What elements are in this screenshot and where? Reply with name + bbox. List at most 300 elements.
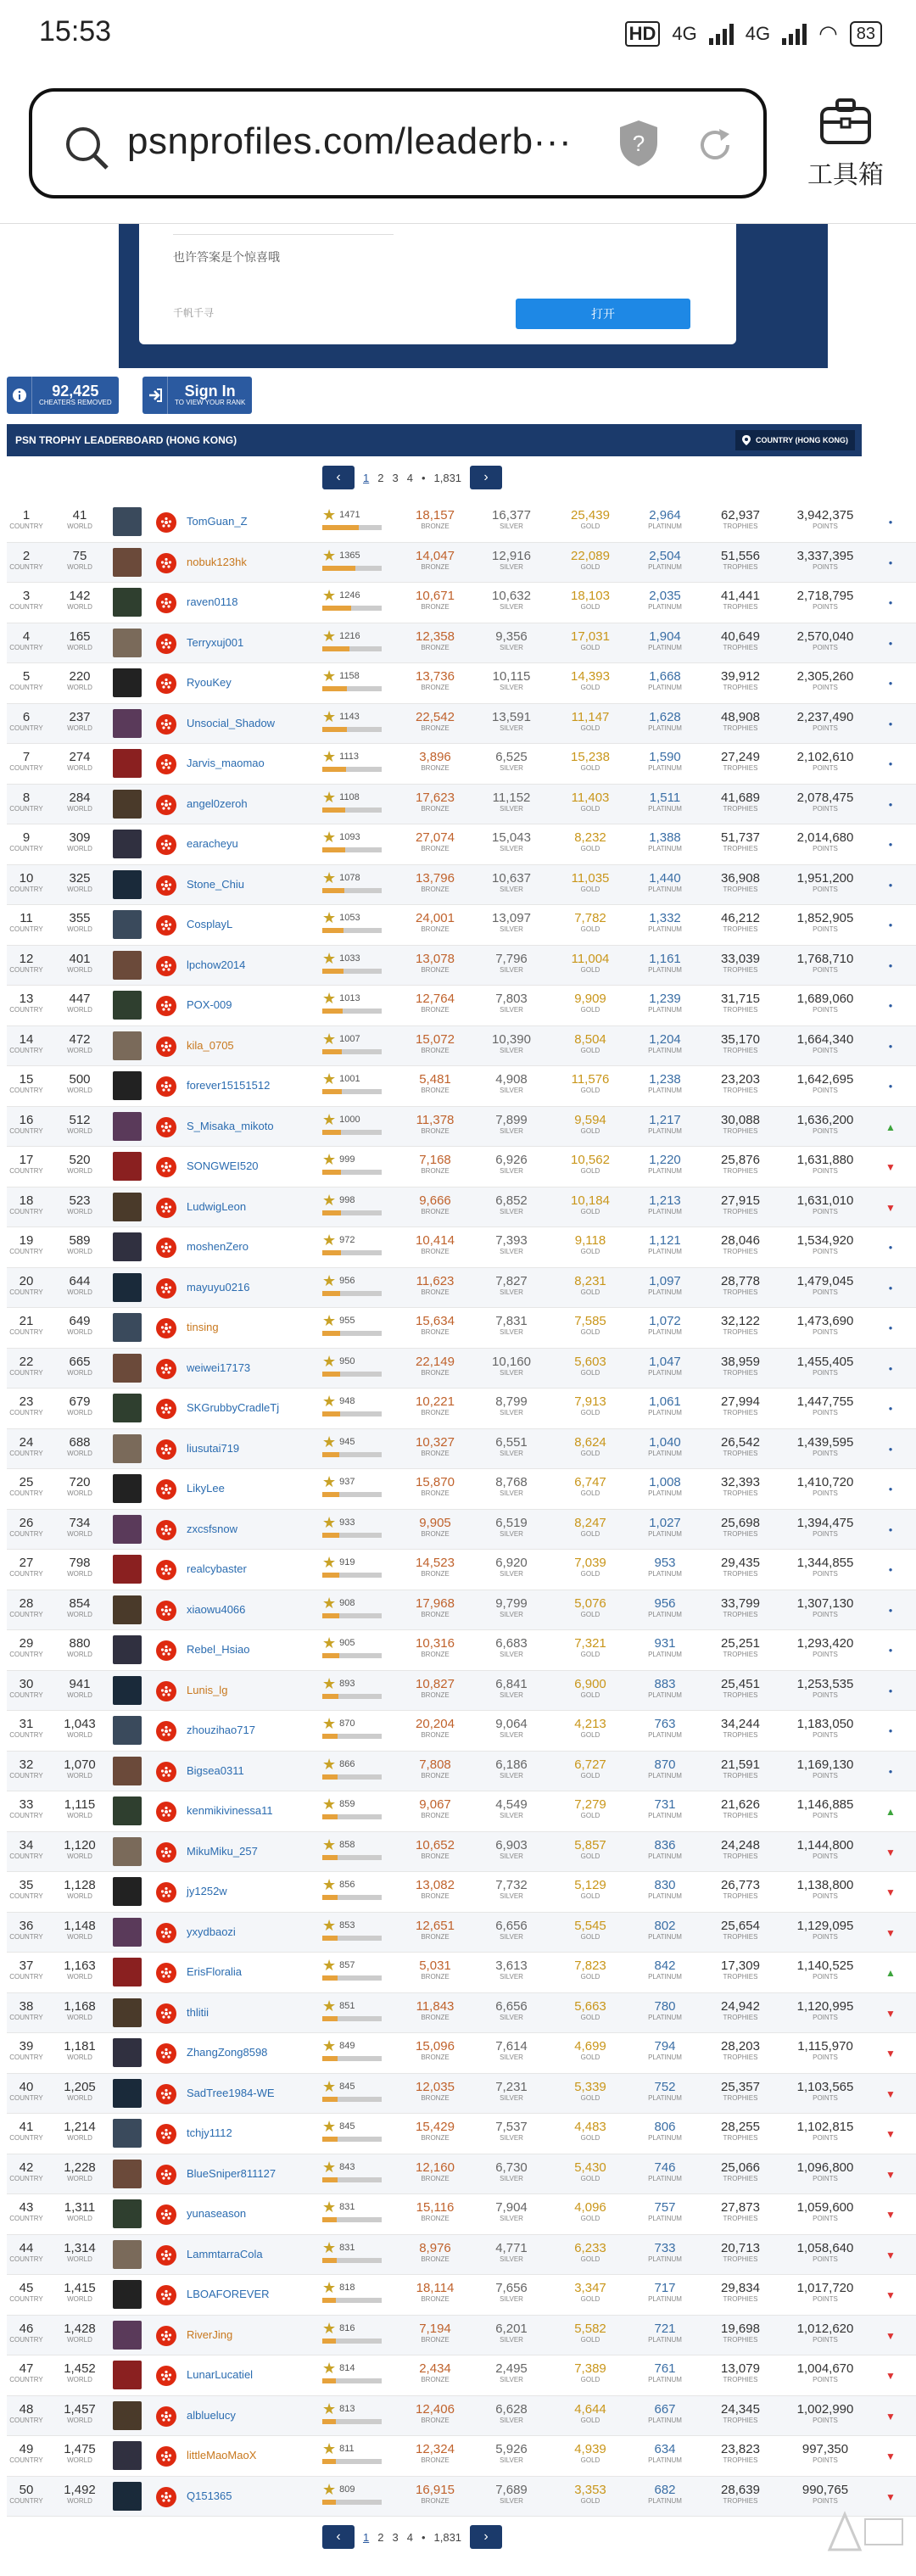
plat-count: 682 PLATINUM (648, 2482, 682, 2505)
bronze-count: 15,096 BRONZE (416, 2039, 455, 2061)
silver-count: 13,591 SILVER (492, 709, 531, 732)
avatar[interactable] (113, 629, 142, 657)
avatar[interactable] (113, 2361, 142, 2389)
avatar[interactable] (113, 1796, 142, 1825)
world-rank: 309 WORLD (67, 830, 92, 852)
gold-count: 8,624 GOLD (574, 1434, 606, 1457)
points-count: 1,689,060 POINTS (796, 992, 854, 1014)
level-indicator (322, 2160, 382, 2182)
avatar[interactable] (113, 2079, 142, 2108)
plat-count: 1,220 PLATINUM (648, 1153, 682, 1175)
page-link[interactable]: 2 (377, 471, 384, 484)
username-link[interactable]: S_Misaka_mikoto (187, 1119, 274, 1132)
trophies-count: 21,591 TROPHIES (721, 1757, 760, 1780)
table-row[interactable] (7, 2316, 916, 2356)
silver-count: 9,064 SILVER (495, 1717, 528, 1739)
silver-count: 12,916 SILVER (492, 548, 531, 571)
bronze-count: 12,764 BRONZE (416, 992, 455, 1014)
table-row[interactable] (7, 1993, 916, 2034)
username-link[interactable]: tchjy1112 (187, 2126, 232, 2139)
country-rank: 21 COUNTRY (9, 1314, 43, 1336)
table-row[interactable] (7, 502, 916, 543)
avatar[interactable] (113, 910, 142, 939)
world-rank: 1,314 WORLD (64, 2240, 96, 2263)
table-row[interactable] (7, 785, 916, 825)
url-text[interactable]: psnprofiles.com/leaderb··· (127, 120, 572, 162)
network-label: 4G (672, 22, 697, 44)
table-row[interactable] (7, 1389, 916, 1429)
level-indicator (322, 1031, 382, 1054)
level-value: 1113 (339, 752, 359, 762)
username-link[interactable]: SadTree1984-WE (187, 2086, 275, 2099)
avatar[interactable] (113, 668, 142, 697)
table-row[interactable] (7, 2355, 916, 2396)
table-row[interactable] (7, 946, 916, 986)
watermark-logo (826, 2511, 908, 2558)
level-progress (322, 2500, 382, 2505)
level-star-icon: ★ (322, 2238, 337, 2256)
username-link[interactable]: moshenZero (187, 1240, 249, 1253)
next-page-button[interactable]: › (470, 466, 502, 489)
table-row[interactable] (7, 1671, 916, 1712)
table-row[interactable] (7, 2275, 916, 2316)
page-link[interactable]: 3 (392, 2530, 399, 2544)
silver-count: 7,899 SILVER (495, 1112, 528, 1135)
level-indicator (322, 1474, 382, 1497)
country-rank: 19 COUNTRY (9, 1233, 43, 1255)
username-link[interactable]: LammtarraCola (187, 2247, 263, 2260)
table-row[interactable] (7, 704, 916, 745)
plat-count: 757 PLATINUM (648, 2200, 682, 2222)
avatar[interactable] (113, 1273, 142, 1302)
location-icon (742, 435, 751, 445)
wifi-icon: ◠ (818, 20, 838, 46)
level-progress (322, 1009, 382, 1014)
reload-icon[interactable] (694, 124, 736, 170)
avatar[interactable] (113, 1918, 142, 1947)
level-indicator (322, 1232, 382, 1255)
gold-count: 6,747 GOLD (574, 1475, 606, 1497)
country-rank: 35 COUNTRY (9, 1878, 43, 1900)
level-star-icon: ★ (322, 1473, 337, 1490)
level-star-icon: ★ (322, 546, 337, 564)
plat-count: 802 PLATINUM (648, 1918, 682, 1941)
silver-count: 6,186 SILVER (495, 1757, 528, 1780)
username-link[interactable]: yxydbaozi (187, 1925, 236, 1938)
table-row[interactable] (7, 2114, 916, 2154)
username-link[interactable]: zhouzihao717 (187, 1724, 255, 1736)
table-row[interactable] (7, 1630, 916, 1671)
country-rank: 30 COUNTRY (9, 1676, 43, 1699)
table-row[interactable] (7, 2396, 916, 2437)
level-star-icon: ★ (322, 2077, 337, 2095)
avatar[interactable] (113, 1676, 142, 1705)
page-link[interactable]: 1,831 (433, 2530, 462, 2544)
username-link[interactable]: RiverJing (187, 2327, 233, 2341)
trophies-count: 20,713 TROPHIES (721, 2240, 760, 2263)
points-count: 1,115,970 POINTS (797, 2039, 853, 2061)
trophies-count: 39,912 TROPHIES (721, 669, 760, 691)
rank-trend-icon: ▼ (885, 2087, 896, 2100)
points-count: 1,096,800 POINTS (796, 2160, 854, 2182)
page-link[interactable]: 1 (363, 471, 370, 484)
username-link[interactable]: SONGWEI520 (187, 1159, 259, 1172)
avatar[interactable] (113, 1998, 142, 2027)
country-filter[interactable] (735, 430, 855, 450)
username-link[interactable]: jy1252w (187, 1885, 227, 1897)
bronze-count: 11,843 BRONZE (416, 1998, 455, 2021)
shield-icon[interactable] (617, 119, 660, 172)
level-progress (322, 1653, 382, 1658)
username-link[interactable]: liusutai719 (187, 1441, 240, 1455)
table-row[interactable] (7, 1872, 916, 1913)
table-row[interactable] (7, 1590, 916, 1631)
level-progress (322, 1130, 382, 1135)
username-link[interactable]: xiaowu4066 (187, 1602, 246, 1616)
table-row[interactable] (7, 1107, 916, 1148)
table-row[interactable] (7, 1469, 916, 1510)
avatar[interactable] (113, 1757, 142, 1785)
avatar[interactable] (113, 1071, 142, 1100)
plat-count: 956 PLATINUM (648, 1595, 682, 1618)
points-count: 1,951,200 POINTS (796, 870, 854, 893)
table-row[interactable] (7, 583, 916, 623)
silver-count: 7,803 SILVER (495, 992, 528, 1014)
gold-count: 4,939 GOLD (574, 2442, 606, 2464)
status-icons (625, 20, 882, 47)
table-row[interactable] (7, 1066, 916, 1107)
avatar[interactable] (113, 2038, 142, 2067)
table-row[interactable] (7, 2033, 916, 2074)
username-link[interactable]: Stone_Chiu (187, 877, 244, 891)
avatar[interactable] (113, 1031, 142, 1060)
trophies-count: 19,698 TROPHIES (721, 2321, 760, 2344)
level-value: 843 (339, 2161, 355, 2172)
username-link[interactable]: Bigsea0311 (187, 1763, 244, 1777)
ad-source: 千帆千寻 (173, 307, 215, 319)
points-count: 1,631,010 POINTS (796, 1193, 854, 1215)
trophies-count: 25,066 TROPHIES (721, 2160, 760, 2182)
page-link[interactable]: 1,831 (433, 471, 462, 484)
country-rank: 33 COUNTRY (9, 1797, 43, 1819)
trophies-count: 25,876 TROPHIES (721, 1153, 760, 1175)
plat-count: 733 PLATINUM (648, 2240, 682, 2263)
avatar[interactable] (113, 2119, 142, 2148)
table-row[interactable] (7, 1429, 916, 1470)
points-count: 1,664,340 POINTS (796, 1031, 854, 1054)
hong-kong-flag-icon (156, 1278, 176, 1299)
username-link[interactable]: nobuk123hk (187, 555, 247, 568)
plat-count: 717 PLATINUM (648, 2281, 682, 2303)
level-progress (322, 2459, 382, 2464)
username-link[interactable]: kila_0705 (187, 1038, 234, 1052)
table-row[interactable] (7, 865, 916, 906)
cheaters-removed-button[interactable] (7, 377, 119, 414)
table-row[interactable] (7, 1268, 916, 1309)
gold-count: 4,096 GOLD (574, 2200, 606, 2222)
level-value: 866 (339, 1758, 355, 1769)
avatar[interactable] (113, 1837, 142, 1866)
avatar[interactable] (113, 951, 142, 980)
avatar[interactable] (113, 2401, 142, 2430)
level-progress (322, 1573, 382, 1578)
world-rank: 734 WORLD (67, 1515, 92, 1538)
table-row[interactable] (7, 2235, 916, 2276)
username-link[interactable]: Q151365 (187, 2489, 232, 2502)
username-link[interactable]: SKGrubbyCradleTj (187, 1401, 280, 1414)
info-icon (7, 377, 32, 414)
table-row[interactable] (7, 623, 916, 664)
rank-trend-icon: ● (888, 1405, 893, 1412)
avatar[interactable] (113, 1354, 142, 1383)
username-link[interactable]: albluelucy (187, 2408, 236, 2422)
avatar[interactable] (113, 2482, 142, 2511)
avatar[interactable] (113, 1193, 142, 1221)
username-link[interactable]: Lunis_lg (187, 1683, 228, 1696)
avatar[interactable] (113, 2160, 142, 2188)
toolbox-button[interactable] (799, 97, 892, 191)
table-row[interactable] (7, 1187, 916, 1228)
avatar[interactable] (113, 1716, 142, 1745)
username-link[interactable]: LBOAFOREVER (187, 2288, 270, 2300)
level-indicator (322, 2079, 382, 2102)
username-link[interactable]: earacheyu (187, 837, 238, 850)
table-row[interactable] (7, 2194, 916, 2235)
table-row[interactable] (7, 663, 916, 704)
avatar[interactable] (113, 991, 142, 1020)
address-bar[interactable] (29, 88, 767, 198)
username-link[interactable]: BlueSniper811127 (187, 2166, 276, 2180)
hong-kong-flag-icon (156, 1479, 176, 1500)
world-rank: 284 WORLD (67, 790, 92, 813)
avatar[interactable] (113, 2240, 142, 2269)
table-row[interactable] (7, 2477, 916, 2517)
avatar[interactable] (113, 870, 142, 899)
username-link[interactable]: Jarvis_maomao (187, 757, 265, 769)
username-link[interactable]: LudwigLeon (187, 1199, 247, 1213)
username-link[interactable]: Terryxuj001 (187, 635, 244, 649)
page-link[interactable]: 1 (363, 2530, 370, 2544)
rank-trend-icon: ● (888, 1082, 893, 1090)
username-link[interactable]: RyouKey (187, 676, 232, 689)
avatar[interactable] (113, 1434, 142, 1463)
table-row[interactable] (7, 1550, 916, 1590)
silver-count: 7,732 SILVER (495, 1878, 528, 1900)
table-row[interactable] (7, 1026, 916, 1067)
ad-open-button[interactable]: 打开 (516, 299, 690, 329)
avatar[interactable] (113, 2321, 142, 2350)
world-rank: 1,043 WORLD (64, 1717, 96, 1739)
table-row[interactable] (7, 2074, 916, 2115)
username-link[interactable]: raven0118 (187, 595, 238, 608)
next-page-button[interactable]: › (470, 2525, 502, 2549)
username-link[interactable]: mayuyu0216 (187, 1280, 250, 1294)
country-rank: 39 COUNTRY (9, 2039, 43, 2061)
prev-page-button[interactable]: ‹ (322, 466, 355, 489)
table-row[interactable] (7, 2154, 916, 2195)
avatar[interactable] (113, 1595, 142, 1624)
country-rank: 26 COUNTRY (9, 1515, 43, 1538)
rank-trend-icon: ▲ (885, 1806, 896, 1818)
level-progress (322, 1452, 382, 1457)
table-row[interactable] (7, 1147, 916, 1187)
info-bar (0, 370, 916, 419)
table-row[interactable] (7, 1510, 916, 1551)
gold-count: 11,147 GOLD (571, 709, 610, 732)
silver-count: 6,628 SILVER (495, 2401, 528, 2424)
level-progress (322, 1372, 382, 1377)
gold-count: 5,129 GOLD (574, 1878, 606, 1900)
username-link[interactable]: realcybaster (187, 1562, 247, 1575)
points-count: 1,293,420 POINTS (796, 1636, 854, 1658)
avatar[interactable] (113, 1112, 142, 1141)
level-star-icon: ★ (322, 990, 337, 1007)
table-row[interactable] (7, 1308, 916, 1349)
plat-count: 1,904 PLATINUM (648, 629, 682, 651)
rank-trend-icon: ▼ (885, 2370, 896, 2382)
username-link[interactable]: zxcsfsnow (187, 1522, 237, 1535)
username-link[interactable]: LikyLee (187, 1482, 225, 1495)
hong-kong-flag-icon (156, 1721, 176, 1741)
username-link[interactable]: yunaseason (187, 2207, 247, 2220)
bronze-count: 14,523 BRONZE (416, 1556, 455, 1578)
avatar[interactable] (113, 749, 142, 778)
plat-count: 1,239 PLATINUM (648, 992, 682, 1014)
level-value: 998 (339, 1194, 355, 1205)
avatar[interactable] (113, 2441, 142, 2470)
avatar[interactable] (113, 830, 142, 858)
country-rank: 50 COUNTRY (9, 2482, 43, 2505)
level-value: 972 (339, 1235, 355, 1245)
level-progress (322, 646, 382, 651)
table-row[interactable] (7, 1791, 916, 1832)
bronze-count: 22,149 BRONZE (416, 1354, 455, 1377)
username-link[interactable]: kenmikivinessa11 (187, 1804, 273, 1817)
avatar[interactable] (113, 2199, 142, 2228)
username-link[interactable]: Rebel_Hsiao (187, 1643, 250, 1656)
level-value: 908 (339, 1597, 355, 1608)
username-link[interactable]: thlitii (187, 2005, 209, 2019)
avatar[interactable] (113, 1515, 142, 1544)
table-row[interactable] (7, 1752, 916, 1792)
hong-kong-flag-icon (156, 1076, 176, 1097)
username-link[interactable]: TomGuan_Z (187, 515, 248, 528)
avatar[interactable] (113, 1474, 142, 1503)
table-row[interactable] (7, 1953, 916, 1993)
rank-trend-icon: ▼ (885, 2410, 896, 2422)
username-link[interactable]: lpchow2014 (187, 958, 246, 971)
page-link[interactable]: 2 (377, 2530, 384, 2544)
table-row[interactable] (7, 824, 916, 865)
hong-kong-flag-icon (156, 915, 176, 936)
level-value: 956 (339, 1275, 355, 1286)
avatar[interactable] (113, 1635, 142, 1664)
username-link[interactable]: weiwei17173 (187, 1361, 251, 1374)
silver-count: 11,152 SILVER (492, 790, 531, 813)
avatar[interactable] (113, 790, 142, 819)
table-row[interactable] (7, 1349, 916, 1389)
table-row[interactable] (7, 905, 916, 946)
gold-count: 8,247 GOLD (574, 1515, 606, 1538)
table-row[interactable] (7, 2436, 916, 2477)
level-star-icon: ★ (322, 909, 337, 926)
avatar[interactable] (113, 507, 142, 536)
world-rank: 1,415 WORLD (64, 2281, 96, 2303)
username-link[interactable]: tinsing (187, 1321, 219, 1333)
silver-count: 6,519 SILVER (495, 1515, 528, 1538)
page-link[interactable]: 3 (392, 471, 399, 484)
bronze-count: 10,316 BRONZE (416, 1636, 455, 1658)
avatar[interactable] (113, 1555, 142, 1584)
level-star-icon: ★ (322, 506, 337, 523)
sign-in-button[interactable] (142, 377, 252, 414)
avatar[interactable] (113, 1958, 142, 1986)
table-row[interactable] (7, 1913, 916, 1953)
silver-count: 7,614 SILVER (495, 2039, 528, 2061)
username-link[interactable]: littleMaoMaoX (187, 2449, 257, 2461)
page-link[interactable]: 4 (406, 2530, 413, 2544)
trophies-count: 30,088 TROPHIES (721, 1112, 760, 1135)
level-value: 809 (339, 2484, 355, 2495)
country-rank: 36 COUNTRY (9, 1918, 43, 1941)
username-link[interactable]: CosplayL (187, 918, 233, 930)
username-link[interactable]: MikuMiku_257 (187, 1844, 258, 1858)
table-row[interactable] (7, 543, 916, 584)
gold-count: 6,727 GOLD (574, 1757, 606, 1780)
table-row[interactable] (7, 744, 916, 785)
avatar[interactable] (113, 588, 142, 617)
plat-count: 883 PLATINUM (648, 1676, 682, 1699)
world-rank: 142 WORLD (67, 589, 92, 611)
table-row[interactable] (7, 1711, 916, 1752)
plat-count: 1,047 PLATINUM (648, 1354, 682, 1377)
level-star-icon: ★ (322, 1513, 337, 1531)
username-link[interactable]: POX-009 (187, 998, 232, 1011)
avatar[interactable] (113, 2280, 142, 2309)
table-row[interactable] (7, 986, 916, 1026)
bronze-count: 12,160 BRONZE (416, 2160, 455, 2182)
avatar[interactable] (113, 548, 142, 577)
username-link[interactable]: ZhangZong8598 (187, 2046, 268, 2059)
username-link[interactable]: ErisFloralia (187, 1965, 243, 1978)
level-indicator (322, 1595, 382, 1618)
avatar[interactable] (113, 1394, 142, 1422)
avatar[interactable] (113, 1152, 142, 1181)
avatar[interactable] (113, 1313, 142, 1342)
country-rank: 13 COUNTRY (9, 992, 43, 1014)
table-row[interactable] (7, 1832, 916, 1873)
bronze-count: 22,542 BRONZE (416, 709, 455, 732)
world-rank: 75 WORLD (67, 548, 92, 571)
avatar[interactable] (113, 1877, 142, 1906)
prev-page-button[interactable]: ‹ (322, 2525, 355, 2549)
rank-trend-icon: ● (888, 1243, 893, 1251)
gold-count: 17,031 GOLD (571, 629, 610, 651)
avatar[interactable] (113, 1232, 142, 1261)
hong-kong-flag-icon (156, 996, 176, 1016)
username-link[interactable]: Unsocial_Shadow (187, 716, 276, 729)
bronze-count: 12,651 BRONZE (416, 1918, 455, 1941)
username-link[interactable]: LunarLucatiel (187, 2368, 254, 2381)
level-indicator (322, 2361, 382, 2383)
avatar[interactable] (113, 709, 142, 738)
country-rank: 3 COUNTRY (9, 589, 43, 611)
table-row[interactable] (7, 1227, 916, 1268)
gold-count: 7,913 GOLD (574, 1394, 606, 1417)
page-link[interactable]: 4 (406, 471, 413, 484)
username-link[interactable]: angel0zeroh (187, 796, 248, 810)
username-link[interactable]: forever15151512 (187, 1079, 271, 1092)
